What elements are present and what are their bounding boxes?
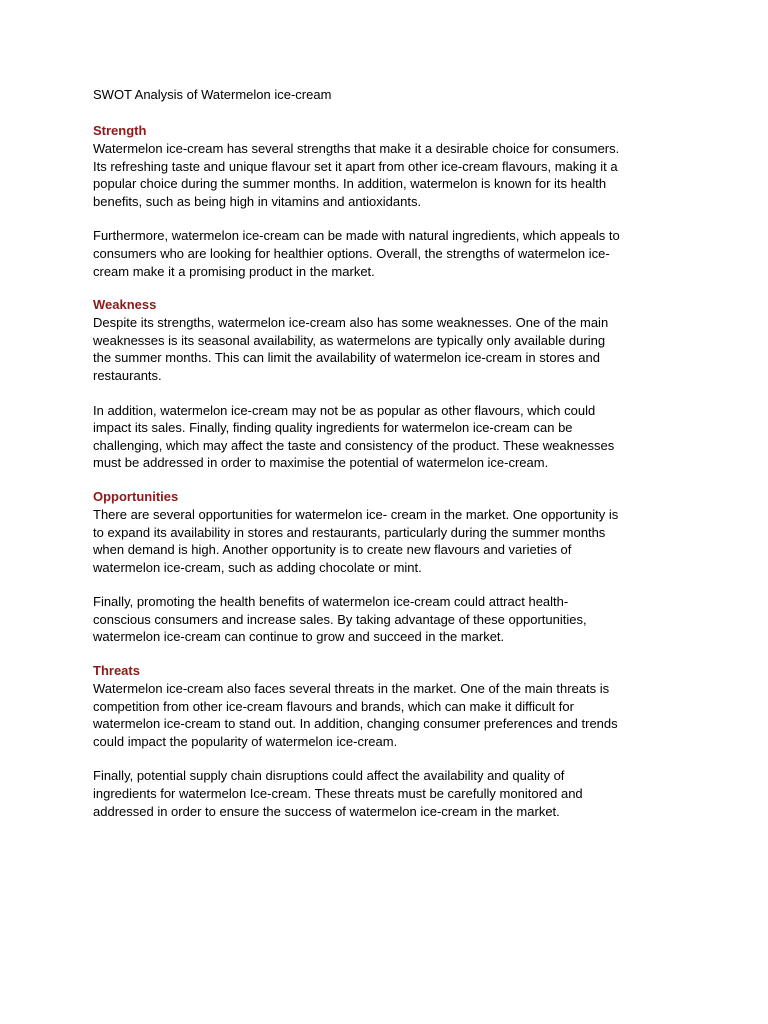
- text-line: weaknesses is its seasonal availability, as watermelons are typically only available during: [93, 332, 606, 348]
- text-line: Furthermore, watermelon ice-cream can be made with natural ingredients, which appeals to: [93, 228, 620, 244]
- text-line: challenging, which may affect the taste and consistency of the product. These weaknesses: [93, 437, 615, 453]
- text-line: watermelon ice-cream to stand out. In addition, changing consumer preferences and trends: [93, 716, 618, 732]
- text-line: watermelon ice-cream can continue to grow and succeed in the market.: [93, 629, 505, 645]
- paragraph: [93, 140, 683, 210]
- paragraph: [93, 227, 683, 280]
- section-opportunities: [93, 488, 683, 646]
- section-heading: Threats: [93, 663, 140, 679]
- paragraph: [93, 593, 683, 646]
- section-heading: Opportunities: [93, 488, 179, 504]
- text-line: benefits, such as being high in vitamins and antioxidants.: [93, 193, 422, 209]
- text-line: popular choice during the summer months. In addition, watermelon is known for its health: [93, 176, 607, 192]
- text-line: could impact the popularity of watermelon ice-cream.: [93, 733, 398, 749]
- text-line: when demand is high. Another opportunity is to create new flavours and varieties of: [93, 542, 572, 558]
- text-line: Finally, promoting the health benefits of watermelon ice-cream could attract health-: [93, 594, 569, 610]
- text-line: cream make it a promising product in the market.: [93, 263, 375, 279]
- paragraph: [93, 314, 683, 384]
- text-line: impact its sales. Finally, finding quality ingredients for watermelon ice-cream can be: [93, 420, 573, 436]
- text-line: conscious consumers and increase sales. By taking advantage of these opportunities,: [93, 611, 587, 627]
- text-line: Finally, potential supply chain disruptions could affect the availability and quality of: [93, 768, 565, 784]
- text-line: Watermelon ice-cream has several strengths that make it a desirable choice for consumers.: [93, 141, 620, 156]
- text-line: competition from other ice-cream flavours and brands, which can make it difficult for: [93, 698, 574, 714]
- text-line: Despite its strengths, watermelon ice-cream also has some weaknesses. One of the main: [93, 315, 609, 331]
- document-title: SWOT Analysis of Watermelon ice-cream: [93, 87, 332, 102]
- text-line: must be addressed in order to maximise the potential of watermelon ice-cream.: [93, 455, 549, 471]
- section-heading: Weakness: [93, 297, 157, 313]
- document-page: [93, 86, 683, 836]
- text-line: Watermelon ice-cream also faces several threats in the market. One of the main threats is: [93, 681, 610, 697]
- text-line: restaurants.: [93, 367, 162, 383]
- text-line: watermelon ice-cream, such as adding chocolate or mint.: [93, 559, 422, 575]
- text-line: consumers who are looking for healthier options. Overall, the strengths of watermelon ice-: [93, 245, 610, 261]
- paragraph: [93, 767, 683, 820]
- section-heading: Strength: [93, 123, 147, 138]
- text-line: Its refreshing taste and unique flavour set it apart from other ice-cream flavours, making it a: [93, 158, 618, 174]
- paragraph: [93, 506, 683, 576]
- text-line: ingredients for watermelon Ice-cream. These threats must be carefully monitored and: [93, 786, 583, 802]
- section-weakness: [93, 296, 683, 472]
- text-line: the summer months. This can limit the availability of watermelon ice-cream in stores and: [93, 350, 600, 366]
- text-line: addressed in order to ensure the success of watermelon ice-cream in the market.: [93, 803, 560, 819]
- section-threats: [93, 662, 683, 820]
- document-body: [93, 122, 683, 820]
- paragraph: [93, 402, 683, 472]
- section-strength: [93, 122, 683, 280]
- text-line: There are several opportunities for watermelon ice- cream in the market. One opportunity is: [93, 506, 619, 522]
- paragraph: [93, 680, 683, 750]
- text-line: to expand its availability in stores and restaurants, particularly during the summer months: [93, 524, 606, 540]
- text-line: In addition, watermelon ice-cream may not be as popular as other flavours, which could: [93, 402, 596, 418]
